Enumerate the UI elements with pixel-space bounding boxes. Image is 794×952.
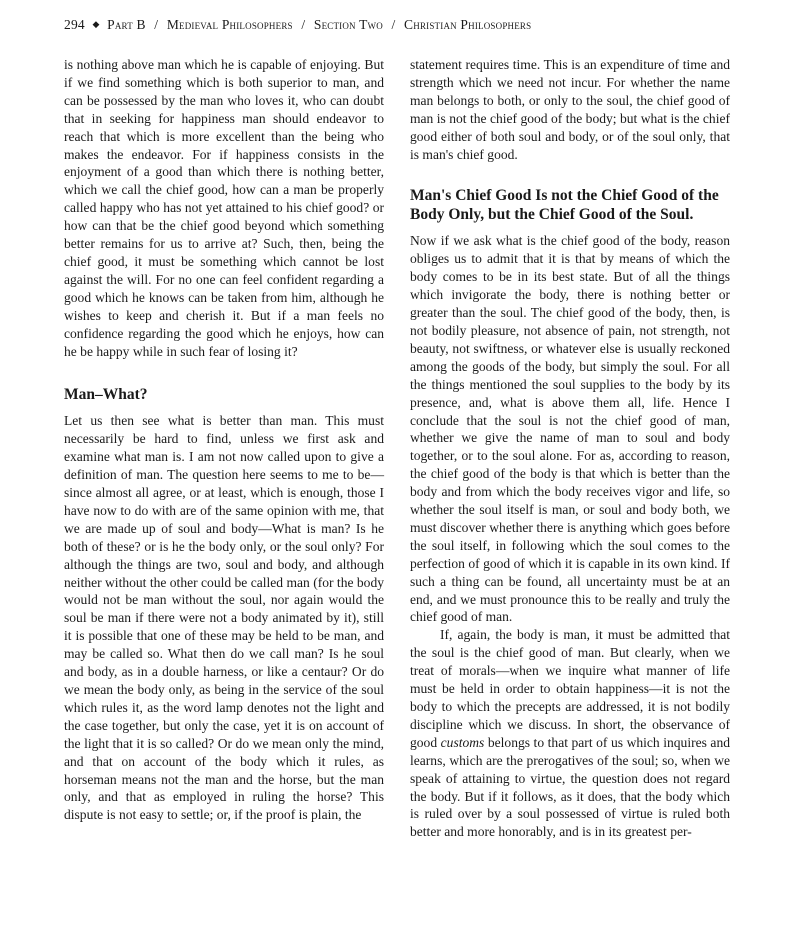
paragraph-3-text-b: belongs to that part of us which inquires and learns, which are the prerogatives of the soul; so, when we speak of attaining to virtue, the question does not regard the body. But if it follows, as it does, that the body which is ruled over by a soul possessed of virtue is ruled both better and more honorably, and is in its greatest per- (410, 734, 730, 840)
right-paragraph-1: statement requires time. This is an expenditure of time and strength which we need not incur. For whether the name man belongs to both, or only to the soul, the chief good of man is not the chief good of the body; but what is the chief good either of both soul and body, or of the soul only, that is man's chief good. (410, 57, 730, 162)
section-heading-man-what: Man–What? (64, 386, 148, 404)
header-separator: / (154, 17, 159, 32)
right-paragraph-3 (410, 626, 730, 841)
page-number: 294 (64, 17, 85, 32)
left-column (64, 56, 384, 824)
italic-customs: customs (440, 734, 485, 750)
left-paragraph-2: Let us then see what is better than man. This must necessarily be hard to find, unless we first ask and examine what man is. I am not now called upon to give a definition of man. The question here seems to me to be—since almost all agree, or at least, which is enough, those I have now to do with are of the same opinion with me, that we are made up of soul and body—What is man? Is he both of these? or is he the body only, or the soul only? For although the things are two, soul and body, and although neither without the other could be called man (for the body would not be man without the soul, nor again would the soul be man if there were not a body animated by it), still it is possible that one of these may be held to be man, and may be called so. What then do we call man? Is he soul and body, as in a double harness, or like a centaur? Or do we mean the body only, as being in the service of the soul which rules it, as the word lamp denotes not the light and the case together, but only the case, yet it is on account of the light that it is so called? Or do we mean only the mind, and that on account of the body which it rules, as horseman means not the man and the horse, but the man only, and that as employed in ruling the horse? This dispute is not easy to settle; or, if the proof is plain, the (64, 413, 384, 823)
right-column (410, 56, 730, 841)
header-section-medieval: Medieval Philosophers (166, 17, 293, 32)
paragraph-3-text-a: If, again, the body is man, it must be admitted that the soul is the chief good of man. But clearly, when we treat of morals—when we inquire what manner of life must be held in order to obtain happiness—it is not the body to which the precepts are addressed, it is not bodily discipline which we discuss. In short, the observance of good (410, 627, 730, 750)
left-paragraph-1: is nothing above man which he is capable of enjoying. But if we find something which is both superior to man, and can be possessed by the man who loves it, who can doubt that in seeking for happiness man should endeavor to reach that which is more excellent than the being who makes the endeavor. For if happiness consists in the enjoyment of a good than which there is nothing better, which we call the chief good, how can a man be properly called happy who has not yet attained to his chief good? or how can that be the chief good beyond which something better remains for us to arrive at? Such, then, being the chief good, it must be something which cannot be lost against the will. For no one can feel confident regarding a good which he knows can be taken from him, although he wishes to keep and cherish it. But if a man feels no confidence regarding the good which he enjoys, how can he be happy while in such fear of losing it? (64, 57, 384, 359)
header-section-christian: Christian Philosophers (404, 17, 532, 32)
running-header (64, 17, 744, 33)
section-heading-chief-good: Man's Chief Good Is not the Chief Good of the Body Only, but the Chief Good of the Soul. (410, 187, 719, 224)
right-paragraph-2: Now if we ask what is the chief good of the body, reason obliges us to admit that it is that by means of which the body comes to be in its best state. But of all the things which invigorate the body, there is nothing better or greater than the soul. The chief good of the body, then, is not bodily pleasure, not absence of pain, not strength, not beauty, not swiftness, or whatever else is usually reckoned among the goods of the body, but simply the soul. For all the things mentioned the soul supplies to the body by its presence, and, what is above them all, life. Hence I conclude that the soul is not the chief good of man, whether we give the name of man to soul and body together, or to the soul alone. For as, according to reason, the chief good of the body is that which is better than the body and from which the body receives vigor and life, so whether the soul itself is man, or soul and body both, we must discover whether there is anything which goes before the soul itself, in following which the soul comes to the perfection of good of which it is capable in its own kind. If such a thing can be found, all uncertainty must be at an end, and we must pronounce this to be really and truly the chief good of man. (410, 233, 730, 625)
header-separator: / (391, 17, 396, 32)
header-separator: / (301, 17, 306, 32)
header-part: Part B (107, 17, 146, 32)
diamond-ornament-icon: ◆ (92, 19, 100, 29)
header-section-two: Section Two (313, 17, 383, 32)
